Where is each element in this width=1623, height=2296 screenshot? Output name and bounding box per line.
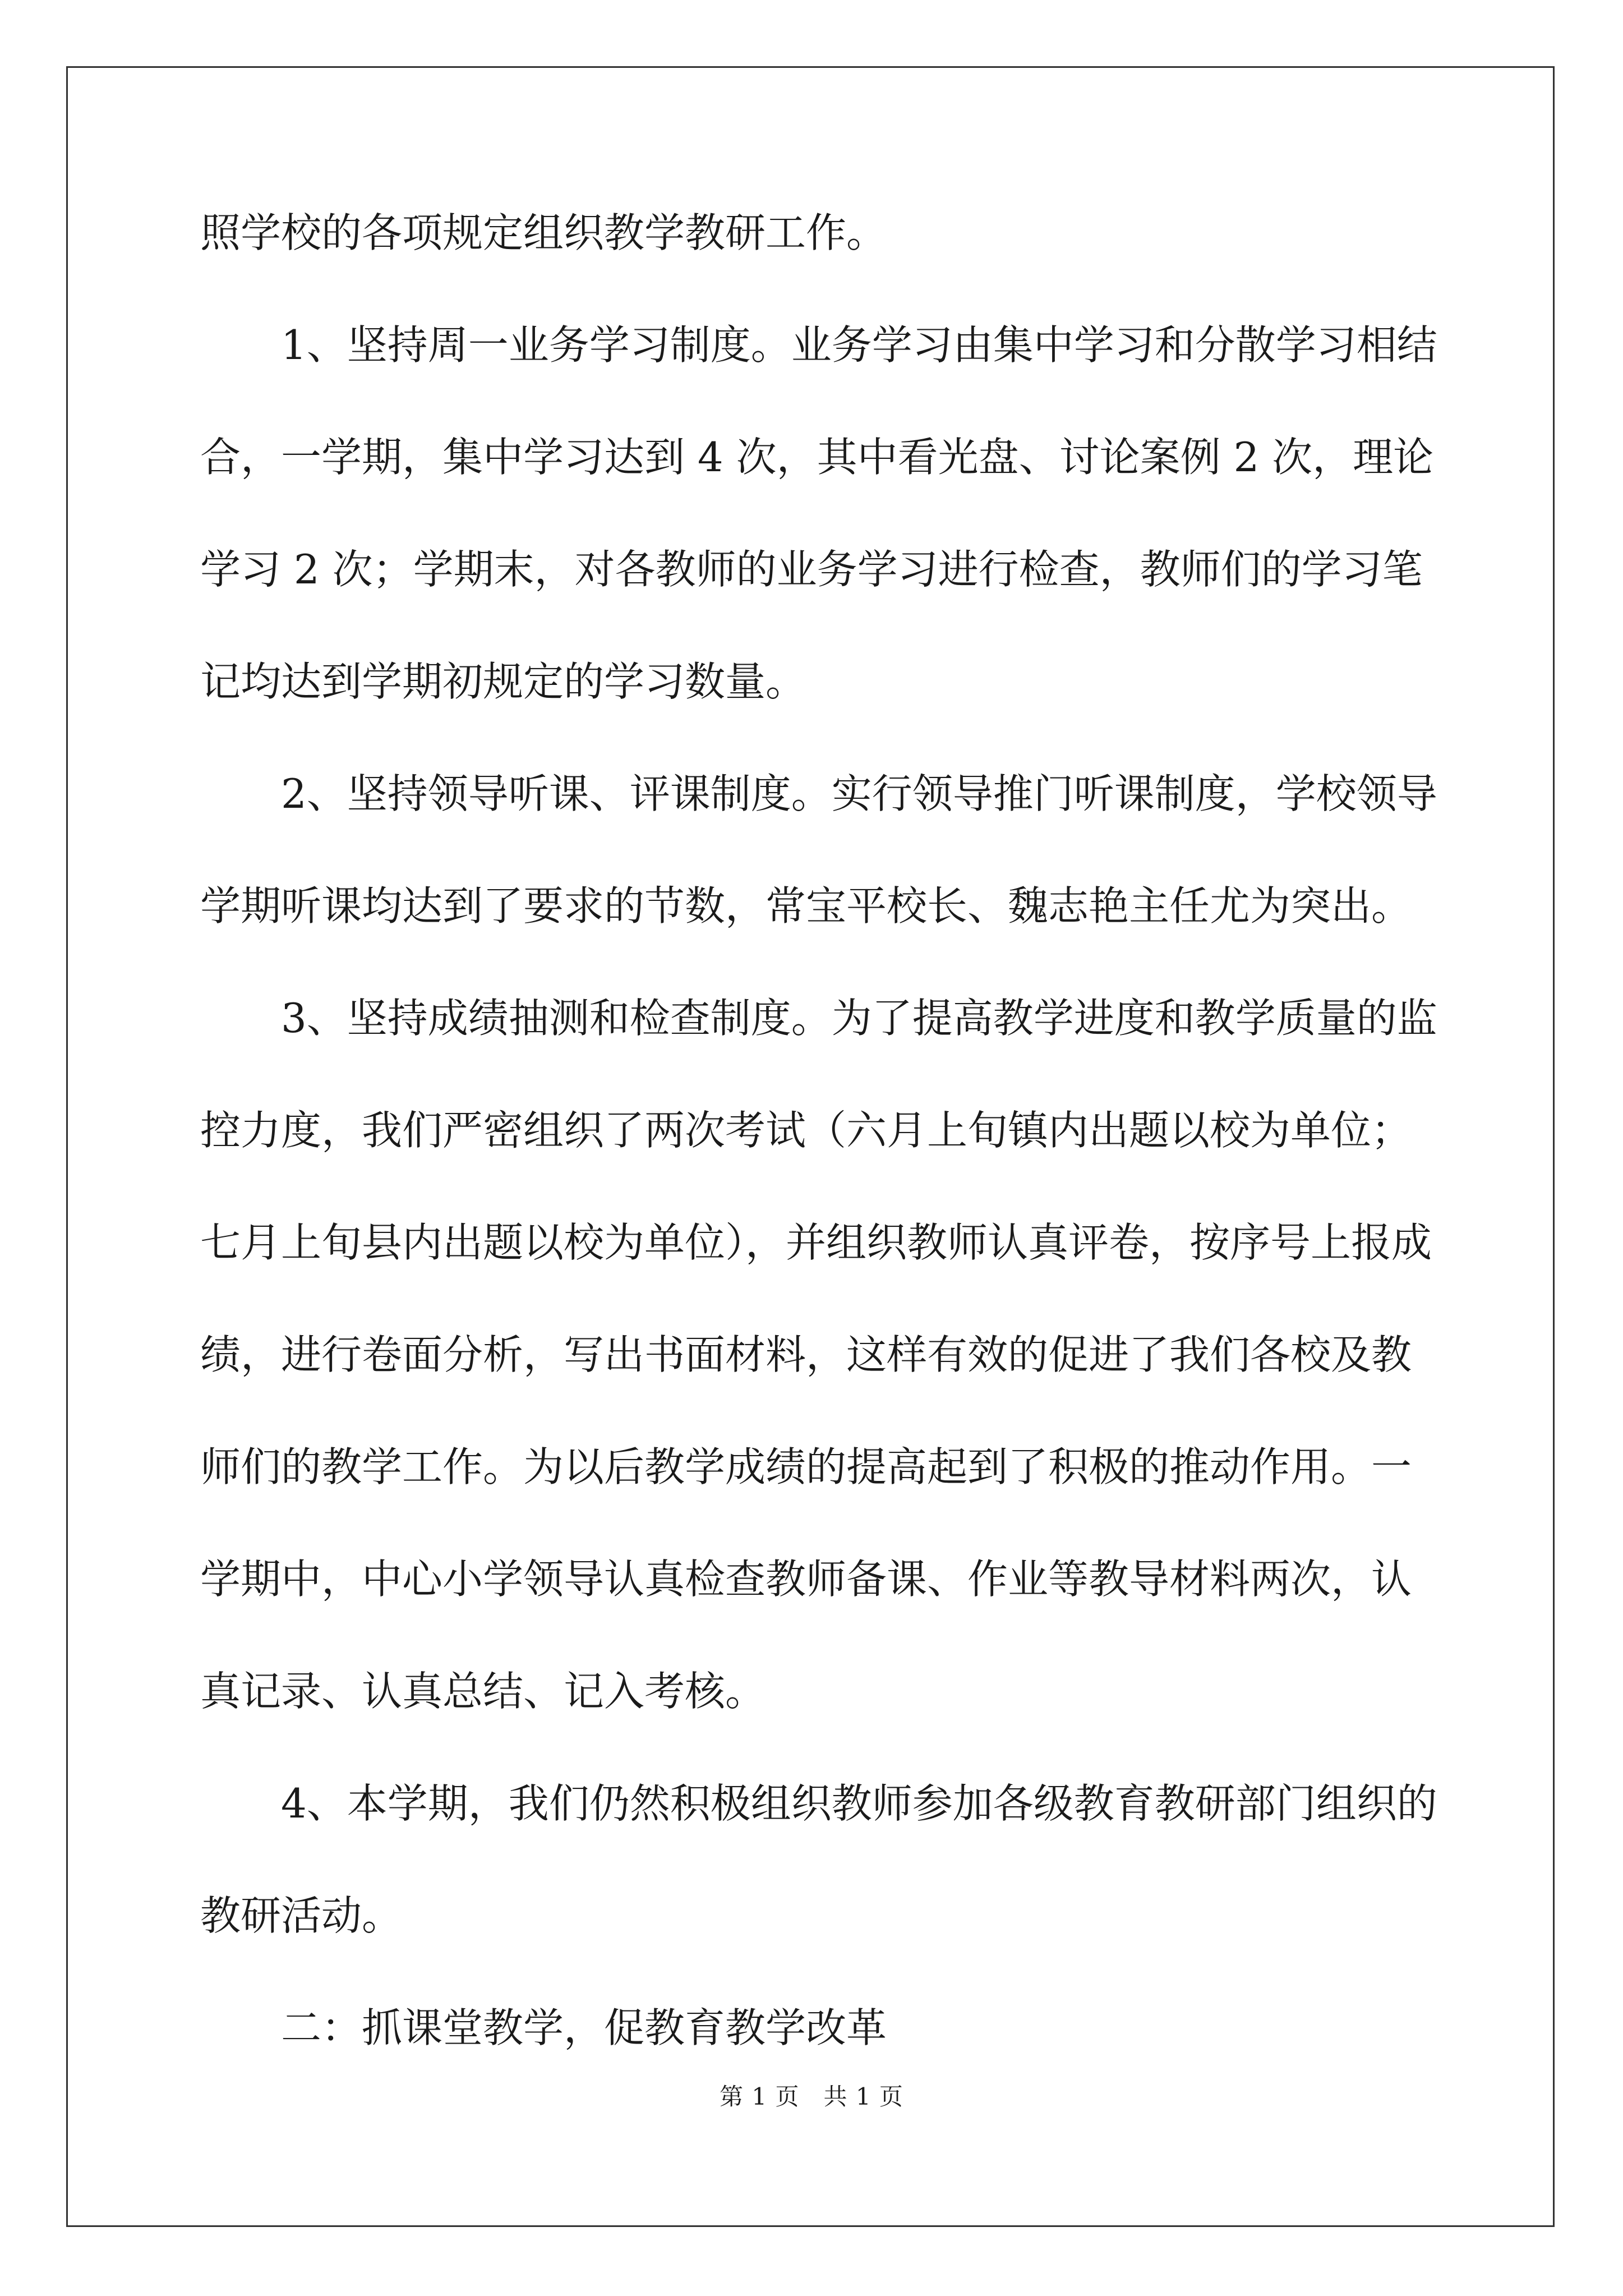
paragraph-3-line: 师们的教学工作。为以后教学成绩的提高起到了积极的推动作用。一 <box>200 1443 1412 1490</box>
paragraph-1-line: 1、坚持周一业务学习制度。业务学习由集中学习和分散学习相结 <box>281 321 1437 369</box>
paragraph-3-line: 七月上旬县内出题以校为单位），并组织教师认真评卷，按序号上报成 <box>200 1219 1432 1266</box>
paragraph-4-line: 4、本学期，我们仍然积极组织教师参加各级教育教研部门组织的 <box>281 1780 1437 1827</box>
paragraph-3-line: 真记录、认真总结、记入考核。 <box>200 1668 766 1715</box>
paragraph-1-line: 合，一学期，集中学习达到 4 次，其中看光盘、讨论案例 2 次，理论 <box>200 434 1434 481</box>
paragraph-4-line: 教研活动。 <box>200 1892 403 1939</box>
paragraph-1-line: 记均达到学期初规定的学习数量。 <box>200 658 806 705</box>
paragraph-1-line: 学习 2 次；学期末，对各教师的业务学习进行检查，教师们的学习笔 <box>200 546 1423 593</box>
paragraph-3-line: 3、坚持成绩抽测和检查制度。为了提高教学进度和教学质量的监 <box>281 995 1437 1042</box>
paragraph-2-line: 学期听课均达到了要求的节数，常宝平校长、魏志艳主任尤为突出。 <box>200 882 1412 930</box>
paragraph-3-line: 控力度，我们严密组织了两次考试（六月上旬镇内出题以校为单位； <box>200 1107 1412 1154</box>
page-number-footer: 第 1 页 共 1 页 <box>720 2083 903 2110</box>
text-line: 照学校的各项规定组织教学教研工作。 <box>200 209 887 256</box>
paragraph-3-line: 学期中，中心小学领导认真检查教师备课、作业等教导材料两次，认 <box>200 1556 1412 1603</box>
section-heading: 二：抓课堂教学，促教育教学改革 <box>281 2004 887 2051</box>
paragraph-2-line: 2、坚持领导听课、评课制度。实行领导推门听课制度，学校领导 <box>281 770 1437 817</box>
paragraph-3-line: 绩，进行卷面分析，写出书面材料，这样有效的促进了我们各校及教 <box>200 1331 1412 1378</box>
